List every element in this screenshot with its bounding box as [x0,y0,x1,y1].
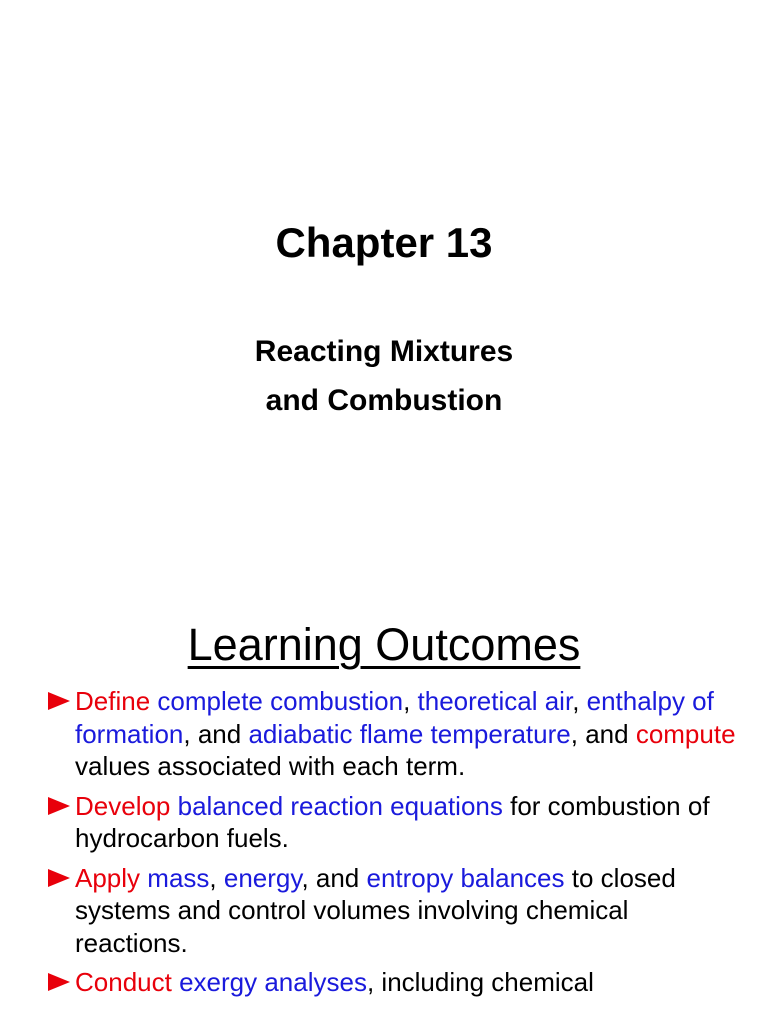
outcome-keyword: Conduct [75,967,172,997]
outcome-text-run: , and [183,718,249,749]
outcome-keyword: entropy balances [366,862,565,893]
outcome-item [48,685,748,783]
bullet-arrow-icon [48,973,70,991]
outcome-keyword: enthalpy of formation [75,686,714,749]
outcome-keyword: mass [147,862,210,893]
chapter-title: Chapter 13 [275,219,493,266]
outcome-text [75,863,676,958]
outcome-text-run: to closed systems and control volumes involving chemical reactions. [75,862,676,958]
chapter-subtitle-line-2: and Combustion [265,384,503,417]
outcome-text [75,686,736,781]
outcome-text-run [170,791,177,821]
outcome-keyword: theoretical air [417,686,573,716]
bullet-arrow-icon [48,692,70,710]
outcome-text-run: , [403,686,418,716]
outcome-keyword: adiabatic flame temperature [248,718,571,749]
section-heading: Learning Outcomes [187,619,581,670]
outcome-keyword: compute [635,718,736,749]
outcome-keyword: balanced reaction equations [177,790,503,821]
outcome-text-run: , including chemical [366,967,594,997]
outcome-keyword: Apply [75,862,141,893]
outcome-keyword: energy [223,862,302,893]
outcome-item [48,862,748,960]
outcome-text-run: , and [301,862,367,893]
outcome-keyword: Define [75,686,151,716]
outcome-keyword: Develop [75,790,171,821]
outcome-text-run: , [572,686,587,716]
outcome-text [75,791,710,854]
chapter-subtitle-line-1: Reacting Mixtures [254,335,514,368]
learning-outcomes-list [48,685,748,1006]
outcome-text-run [172,967,179,997]
bullet-arrow-icon [48,869,70,887]
outcome-text-run: values associated with each term. [75,751,466,781]
outcome-text-run: for combustion of hydrocarbon fuels. [75,790,710,853]
outcome-item [48,790,748,855]
outcome-text-run: , and [570,718,636,749]
bullet-arrow-icon [48,797,70,815]
outcome-keyword: exergy analyses [179,967,367,997]
outcome-keyword: complete combustion [157,686,404,716]
outcome-item [48,966,748,999]
outcome-text-run: , [209,862,224,893]
outcome-text [75,967,594,997]
